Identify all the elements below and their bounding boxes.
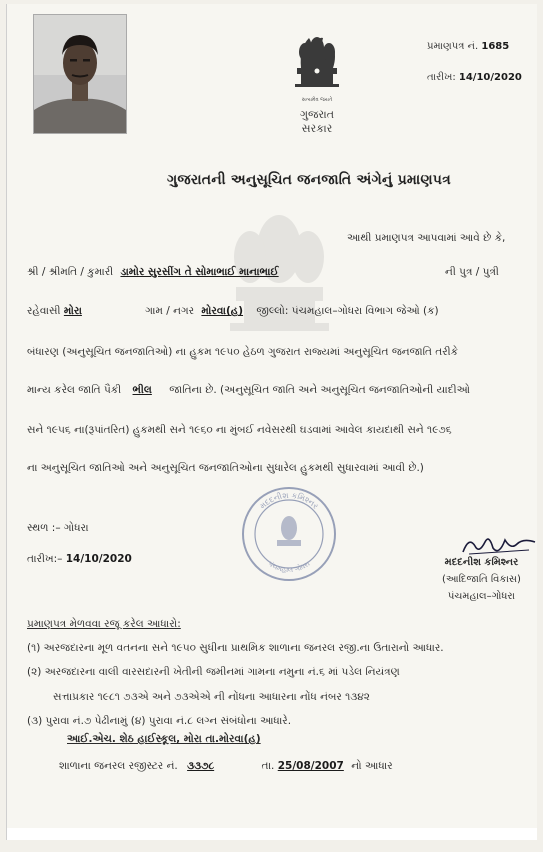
certificate-number-label: પ્રમાણપત્ર નં. bbox=[427, 41, 479, 52]
intro-line: આથી પ્રમાણપત્ર આપવામાં આવે છે કે, bbox=[347, 232, 506, 244]
certificate-number-row bbox=[427, 41, 509, 52]
register-label: શાળાના જનરલ રજીસ્ટર નં. bbox=[59, 760, 178, 772]
body-line-6: સને ૧૯૫૬ ના(રૂપાંતરિત) હુકમથી સને ૧૯૬૦ ના મુંબઈ નવેસરથી ઘડવામાં આવેલ કાયદાથી સને ૧૯૭૬ bbox=[27, 424, 452, 436]
header-date-row bbox=[427, 72, 522, 83]
relation-text: ની પુત્ર / પુત્રી bbox=[445, 266, 499, 278]
body-line-7: ના અનુસૂચિત જાતિઓ અને અનુસૂચિત જનજાતિઓના સુધારેલ હુકમથી સુધારવામાં આવી છે.) bbox=[27, 462, 424, 474]
basis-item-1: (૧) અરજદારના મૂળ વતનના સને ૧૯૫૦ સુધીના પ્રાથમિક શાળાના જનરલ રજી.ના ઉતારાનો આધાર. bbox=[27, 642, 444, 654]
resident-value: મોરા bbox=[63, 305, 82, 317]
person-name: ડામોર સુરસીંગ તે સોમાભાઈ માનાભાઈ bbox=[120, 266, 279, 278]
register-tail: નો આધાર bbox=[351, 760, 393, 772]
certificate-page bbox=[6, 4, 537, 840]
district-text: જીલ્લો: પંચમહાલ–ગોધરા વિભાગ જેઓ (ક) bbox=[256, 305, 439, 317]
tribe-line bbox=[27, 384, 470, 397]
village-label: ગામ / નગર bbox=[145, 305, 195, 317]
svg-text:પંચમહાલ ગોધરા bbox=[267, 560, 312, 575]
issue-date-label: તારીખ:– bbox=[27, 553, 63, 565]
place-label: સ્થળ :– bbox=[27, 522, 61, 534]
emblem-caption: સત્યમેવ જયતે bbox=[301, 97, 333, 103]
register-number: ૩૩૭૮ bbox=[187, 760, 215, 772]
tribe-name: ભીલ bbox=[132, 384, 152, 396]
body-line-4: બંધારણ (અનુસૂચિત જનજાતિઓ) ના હુકમ ૧૯૫૦ હેઠળ ગુજરાત રાજ્યમાં અનુસૂચિત જનજાતિ તરીકે bbox=[27, 346, 459, 358]
place-row bbox=[27, 522, 89, 535]
officer-block bbox=[442, 554, 521, 605]
resident-label: રહેવાસી bbox=[27, 305, 61, 317]
officer-place: પંચમહાલ–ગોધરા bbox=[447, 591, 515, 602]
basis-item-3: (૩) પુરાવા નં.૭ પેઢીનામું (૪) પુરાવા નં.૮ લગ્ન સંબંધોના આધારે. bbox=[27, 715, 292, 727]
register-date-label: તા. bbox=[261, 760, 275, 772]
issue-date-value: 14/10/2020 bbox=[65, 553, 132, 565]
register-date: 25/08/2007 bbox=[277, 760, 344, 772]
residence-line bbox=[27, 305, 439, 318]
village-value: મોરવા(હ) bbox=[201, 305, 244, 317]
officer-department: (આદિજાતિ વિકાસ) bbox=[442, 574, 521, 585]
applicant-photo-graphic bbox=[34, 15, 126, 133]
page-bottom-edge bbox=[7, 828, 537, 840]
issue-date-row bbox=[27, 553, 132, 566]
certificate-number: 1685 bbox=[481, 41, 510, 52]
header-date: 14/10/2020 bbox=[458, 72, 522, 83]
basis-heading: પ્રમાણપત્ર મેળવવા રજૂ કરેલ આધારો: bbox=[27, 618, 181, 630]
official-seal-icon bbox=[239, 484, 339, 584]
name-prefix: શ્રી / શ્રીમતિ / કુમારી bbox=[27, 266, 114, 278]
place-value: ગોધરા bbox=[63, 522, 89, 534]
national-emblem-icon bbox=[283, 28, 351, 94]
name-line bbox=[27, 266, 279, 279]
officer-title: મદદનીશ કમિશ્નર bbox=[444, 557, 519, 568]
certificate-title: ગુજરાતની અનુસૂચિત જનજાતિ અંગેનું પ્રમાણપત્ર bbox=[167, 172, 451, 188]
applicant-photo bbox=[33, 14, 127, 134]
school-name: આઈ.એચ. શેઠ હાઈસ્કૂલ, મોરા તા.મોરવા(હ) bbox=[67, 733, 261, 745]
seal-bottom-text: પંચમહાલ ગોધરા bbox=[266, 559, 312, 575]
seal-top-text: મદદનીશ કમિશ્નર bbox=[257, 490, 321, 511]
government-name: ગુજરાત સરકાર bbox=[299, 108, 335, 135]
header-date-label: તારીખ: bbox=[427, 72, 456, 83]
register-row bbox=[59, 760, 393, 773]
tribe-prefix: માન્ય કરેલ જાતિ પૈકી bbox=[27, 384, 122, 396]
tribe-suffix: જાતિના છે. (અનુસૂચિત જાતિ અને અનુસૂચિત જનજાતિઓની યાદીઓ bbox=[169, 384, 470, 396]
basis-item-2: (૨) અરજદારના વાલી વારસદારની ખેતીની જમીનમાં ગામના નમુના નં.૬ માં પડેલ નિયંત્રણ bbox=[27, 666, 400, 678]
basis-item-2-continued: સત્તાપ્રકાર ૧૯૮૧ ૭૩એ અને ૭૩એએ ની નોંધના આધારના નોંધ નંબર ૧૩૪૨ bbox=[53, 691, 370, 703]
